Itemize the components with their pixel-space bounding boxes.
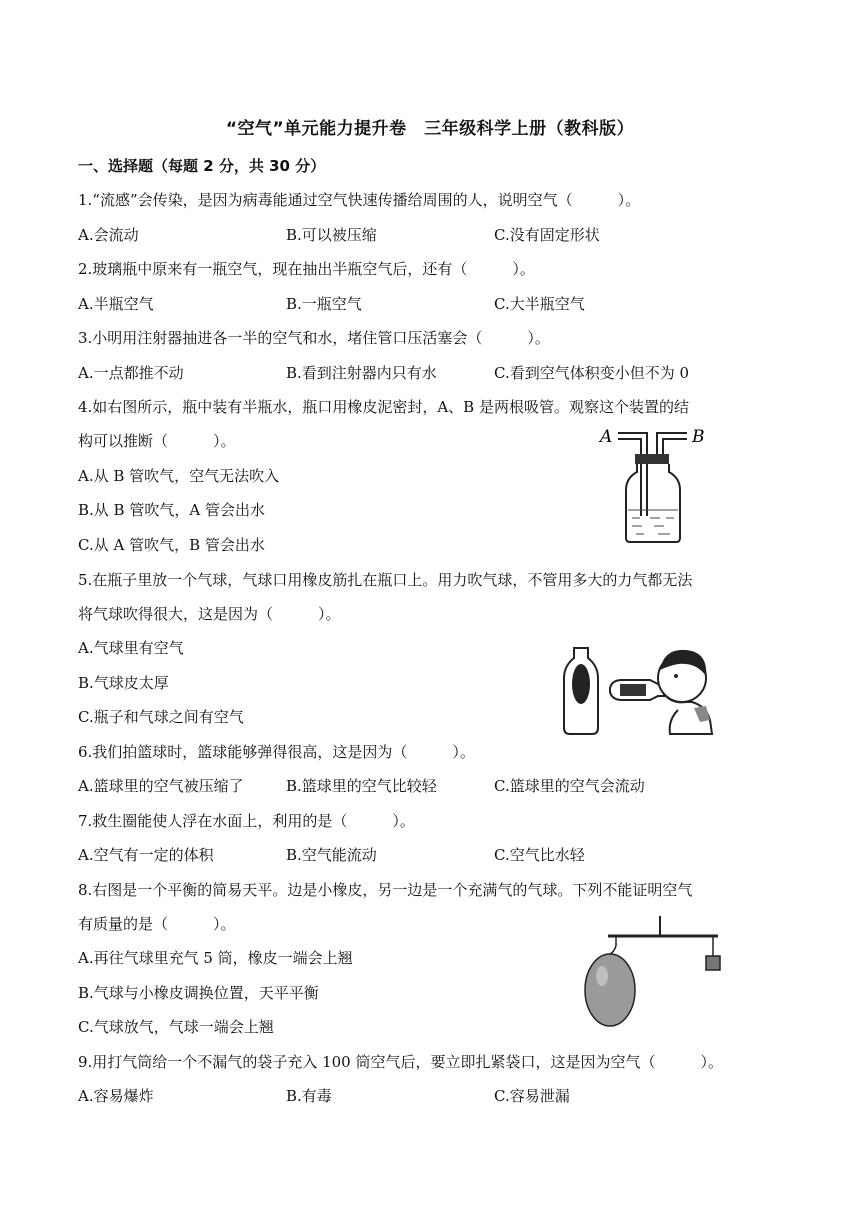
question-8-option-c: C.气球放气，气球一端会上翘 [78, 1018, 274, 1036]
question-9-option-a: A.容易爆炸 [78, 1087, 154, 1105]
question-4-stem-line-2: 构可以推断（ ）。 [78, 432, 236, 450]
balance-figure [580, 912, 730, 1030]
page-title: “空气”单元能力提升卷 三年级科学上册（教科版） [225, 119, 635, 139]
section-heading: 一、选择题（每题 2 分，共 30 分） [78, 157, 326, 175]
question-3-stem: 3.小明用注射器抽进各一半的空气和水，堵住管口压活塞会（ ）。 [78, 329, 550, 347]
question-1-option-a: A.会流动 [78, 226, 139, 244]
question-1-option-c: C.没有固定形状 [494, 226, 600, 244]
question-8-option-b: B.气球与小橡皮调换位置，天平平衡 [78, 984, 319, 1002]
question-9-option-c: C.容易泄漏 [494, 1087, 570, 1105]
question-8-option-a: A.再往气球里充气 5 筒，橡皮一端会上翘 [78, 949, 353, 967]
clay-stopper [635, 454, 669, 464]
bottle-straws-figure [592, 420, 722, 548]
question-1-option-b: B.可以被压缩 [286, 226, 377, 244]
question-6-option-a: A.篮球里的空气被压缩了 [78, 777, 244, 795]
question-7-option-b: B.空气能流动 [286, 846, 377, 864]
question-9-option-b: B.有毒 [286, 1087, 332, 1105]
question-7-option-c: C.空气比水轻 [494, 846, 585, 864]
question-5-stem-line-1: 5.在瓶子里放一个气球，气球口用橡皮筋扎在瓶口上。用力吹气球，不管用多大的力气都无法 [78, 571, 693, 589]
question-9-stem: 9.用打气筒给一个不漏气的袋子充入 100 筒空气后，要立即扎紧袋口，这是因为空气（ ）。 [78, 1053, 723, 1071]
held-balloon [620, 684, 646, 696]
question-7-stem: 7.救生圈能使人浮在水面上，利用的是（ ）。 [78, 812, 415, 830]
question-8-stem-line-2: 有质量的是（ ）。 [78, 915, 236, 933]
question-6-stem: 6.我们拍篮球时，篮球能够弹得很高，这是因为（ ）。 [78, 743, 475, 761]
question-3-option-c: C.看到空气体积变小但不为 0 [494, 364, 690, 382]
eraser [706, 956, 720, 970]
question-8-stem-line-1: 8.右图是一个平衡的简易天平。边是小橡皮，另一边是一个充满气的气球。下列不能证明空气 [78, 881, 693, 899]
figure-label-a: A [600, 427, 613, 447]
question-4-option-c: C.从 A 管吹气，B 管会出水 [78, 536, 265, 554]
bottle-outline [626, 464, 680, 542]
question-6-option-b: B.篮球里的空气比较轻 [286, 777, 437, 795]
balloon-bottle-figure [560, 640, 720, 740]
question-5-stem-line-2: 将气球吹得很大，这是因为（ ）。 [78, 605, 341, 623]
question-2-option-c: C.大半瓶空气 [494, 295, 585, 313]
question-2-stem: 2.玻璃瓶中原来有一瓶空气，现在抽出半瓶空气后，还有（ ）。 [78, 260, 535, 278]
question-3-option-a: A.一点都推不动 [78, 364, 184, 382]
figure-label-b: B [692, 427, 705, 447]
question-2-option-a: A.半瓶空气 [78, 295, 154, 313]
boy-sleeve [694, 706, 710, 722]
question-1-stem: 1.“流感”会传染，是因为病毒能通过空气快速传播给周围的人，说明空气（ ）。 [78, 191, 641, 209]
question-5-option-c: C.瓶子和气球之间有空气 [78, 708, 244, 726]
question-2-option-b: B.一瓶空气 [286, 295, 362, 313]
question-4-option-a: A.从 B 管吹气，空气无法吹入 [78, 467, 280, 485]
question-7-option-a: A.空气有一定的体积 [78, 846, 214, 864]
balloon [585, 954, 635, 1026]
question-4-stem-line-1: 4.如右图所示，瓶中装有半瓶水，瓶口用橡皮泥密封，A、B 是两根吸管。观察这个装置的结 [78, 398, 689, 416]
question-3-option-b: B.看到注射器内只有水 [286, 364, 437, 382]
question-5-option-a: A.气球里有空气 [78, 639, 184, 657]
balloon-inside [572, 664, 590, 704]
water-lines [628, 510, 678, 534]
question-4-option-b: B.从 B 管吹气，A 管会出水 [78, 501, 265, 519]
question-5-option-b: B.气球皮太厚 [78, 674, 169, 692]
question-6-option-c: C.篮球里的空气会流动 [494, 777, 645, 795]
